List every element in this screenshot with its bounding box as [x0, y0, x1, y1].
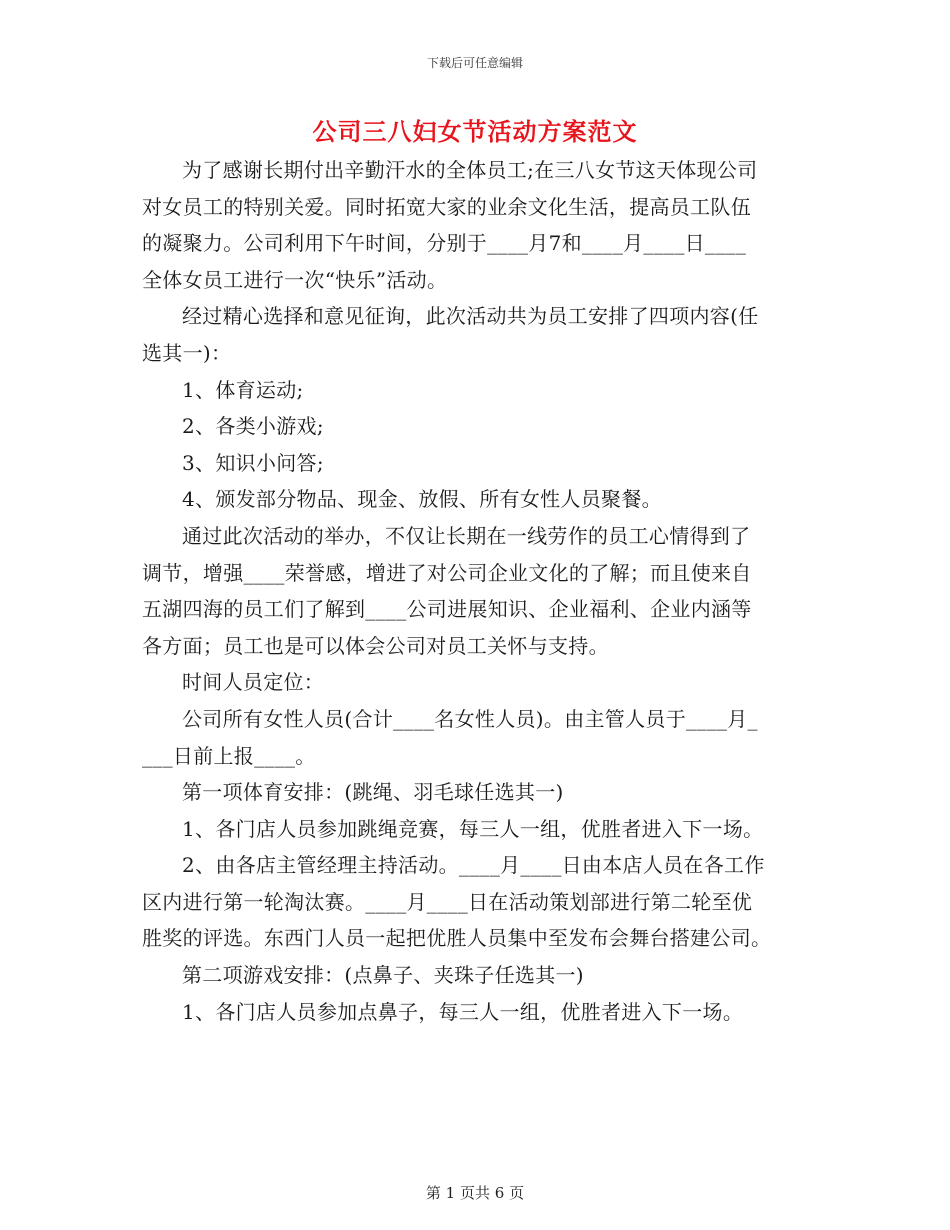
list-item: 1、各门店人员参加跳绳竞赛，每三人一组，优胜者进入下一场。 — [182, 816, 764, 841]
list-item: 1、各门店人员参加点鼻子，每三人一组，优胜者进入下一场。 — [182, 999, 744, 1024]
document-body — [142, 152, 810, 1030]
list-item: 4、颁发部分物品、现金、放假、所有女性人员聚餐。 — [182, 487, 662, 512]
document-title: 公司三八妇女节活动方案范文 — [312, 117, 638, 146]
section-heading: 时间人员定位： — [182, 670, 325, 695]
body-line: 胜奖的评选。东西门人员一起把优胜人员集中至发布会舞台搭建公司。 — [142, 926, 772, 951]
body-line: 各方面；员工也是可以体会公司对员工关怀与支持。 — [142, 633, 609, 658]
body-line: 区内进行第一轮淘汰赛。____月____日在活动策划部进行第二轮至优 — [142, 889, 753, 914]
list-item: 2、各类小游戏; — [182, 414, 324, 439]
list-item: 3、知识小问答; — [182, 450, 324, 475]
body-line: ___日前上报____。 — [142, 743, 316, 768]
list-item: 2、由各店主管经理主持活动。____月____日由本店人员在各工作 — [182, 853, 765, 878]
section-heading: 第一项体育安排：(跳绳、羽毛球任选其一) — [182, 780, 564, 805]
body-line: 的凝聚力。公司利用下午时间，分别于____月7和____月____日____ — [142, 231, 747, 256]
body-line: 调节，增强____荣誉感，增进了对公司企业文化的了解；而且使来自 — [142, 560, 752, 585]
body-line: 五湖四海的员工们了解到____公司进展知识、企业福利、企业内涵等 — [142, 597, 752, 622]
body-line: 全体女员工进行一次“快乐”活动。 — [142, 267, 448, 292]
body-line: 为了感谢长期付出辛勤汗水的全体员工;在三八女节这天体现公司 — [182, 158, 758, 182]
body-line: 对女员工的特别关爱。同时拓宽大家的业余文化生活，提高员工队伍 — [142, 194, 751, 219]
page-header: 下载后可任意编辑 — [426, 56, 523, 70]
body-line: 公司所有女性人员(合计____名女性人员)。由主管人员于____月_ — [182, 706, 758, 731]
list-item: 1、体育运动; — [182, 377, 304, 402]
body-line: 通过此次活动的举办，不仅让长期在一线劳作的员工心情得到了 — [182, 523, 751, 548]
section-heading: 第二项游戏安排：(点鼻子、夹珠子任选其一) — [182, 963, 584, 988]
body-line: 选其一)： — [142, 340, 232, 365]
page-number: 第 1 页共 6 页 — [425, 1184, 525, 1202]
body-line: 经过精心选择和意见征询，此次活动共为员工安排了四项内容(任 — [182, 304, 759, 329]
